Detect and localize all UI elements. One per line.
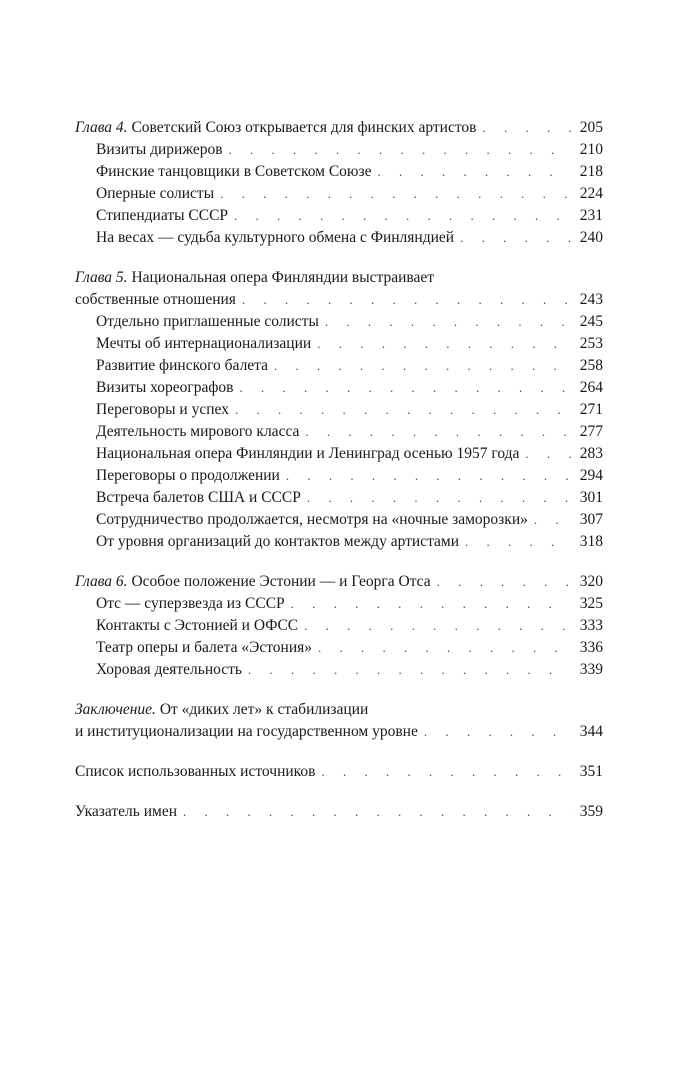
toc-entry[interactable] xyxy=(75,615,603,637)
dot-leader xyxy=(525,443,571,465)
dot-leader xyxy=(325,311,571,333)
page-number: 253 xyxy=(579,335,603,352)
page-number: 240 xyxy=(579,229,603,246)
dot-leader xyxy=(234,205,571,227)
index xyxy=(75,801,603,823)
page-number: 344 xyxy=(579,723,603,740)
dot-leader xyxy=(248,659,571,681)
entry-title: Театр оперы и балета «Эстония» xyxy=(96,639,313,656)
conclusion xyxy=(75,699,603,743)
dot-leader xyxy=(424,721,571,743)
toc-entry[interactable] xyxy=(75,205,603,227)
entry-title: Мечты об интернационализации xyxy=(96,335,312,352)
page-number: 320 xyxy=(579,573,603,590)
page-number: 277 xyxy=(579,423,603,440)
entry-title: Визиты хореографов xyxy=(96,379,234,396)
dot-leader xyxy=(235,399,571,421)
page-number: 283 xyxy=(579,445,603,462)
entry-title: Деятельность мирового класса xyxy=(96,423,300,440)
chapter-4 xyxy=(75,117,603,249)
toc-entry[interactable] xyxy=(75,161,603,183)
toc-entry[interactable] xyxy=(75,443,603,465)
toc-entry[interactable] xyxy=(75,531,603,553)
conclusion-heading-line1[interactable] xyxy=(75,699,603,721)
dot-leader xyxy=(286,465,571,487)
sources xyxy=(75,761,603,783)
dot-leader xyxy=(274,355,571,377)
index-entry[interactable] xyxy=(75,801,603,823)
dot-leader xyxy=(318,637,571,659)
dot-leader xyxy=(307,487,571,509)
page-number: 333 xyxy=(579,617,603,634)
index-title: Указатель имен xyxy=(75,803,177,820)
entry-title: Визиты дирижеров xyxy=(96,141,223,158)
page-number: 245 xyxy=(579,313,603,330)
page-number: 258 xyxy=(579,357,603,374)
dot-leader xyxy=(229,139,571,161)
toc-entry[interactable] xyxy=(75,465,603,487)
dot-leader xyxy=(304,615,571,637)
conclusion-title-line2: и институционализации на государственном уровне xyxy=(75,723,418,740)
toc-entry[interactable] xyxy=(75,227,603,249)
dot-leader xyxy=(321,761,571,783)
entry-title: Отдельно приглашенные солисты xyxy=(96,313,319,330)
page-number: 351 xyxy=(579,763,603,780)
chapter-5 xyxy=(75,267,603,553)
dot-leader xyxy=(437,571,571,593)
entry-title: Финские танцовщики в Советском Союзе xyxy=(96,163,372,180)
toc-entry[interactable] xyxy=(75,509,603,531)
page-number: 205 xyxy=(579,119,603,136)
dot-leader xyxy=(291,593,571,615)
toc-entry[interactable] xyxy=(75,399,603,421)
page-number: 243 xyxy=(579,291,603,308)
page-number: 271 xyxy=(579,401,603,418)
entry-title: Контакты с Эстонией и ОФСС xyxy=(96,617,299,634)
chapter-title: Советский Союз открывается для финских артистов xyxy=(131,119,477,136)
toc-entry[interactable] xyxy=(75,659,603,681)
page-number: 224 xyxy=(579,185,603,202)
entry-title: Сотрудничество продолжается, несмотря на «ночные заморозки» xyxy=(96,511,528,528)
page-number: 325 xyxy=(579,595,603,612)
dot-leader xyxy=(220,183,571,205)
page-number: 307 xyxy=(579,511,603,528)
toc-entry[interactable] xyxy=(75,421,603,443)
entry-title: Хоровая деятельность xyxy=(96,661,242,678)
chapter-title-line1: Национальная опера Финляндии выстраивает xyxy=(131,269,435,286)
dot-leader xyxy=(465,531,571,553)
entry-title: Национальная опера Финляндии и Ленинград осенью 1957 года xyxy=(96,445,520,462)
entry-title: Отс — суперзвезда из СССР xyxy=(96,595,285,612)
toc-entry[interactable] xyxy=(75,333,603,355)
toc-entry[interactable] xyxy=(75,593,603,615)
toc-entry[interactable] xyxy=(75,487,603,509)
page-number: 359 xyxy=(579,803,603,820)
dot-leader xyxy=(317,333,571,355)
chapter-label: Глава 4. xyxy=(75,119,128,136)
toc-entry[interactable] xyxy=(75,311,603,333)
chapter-title-line2: собственные отношения xyxy=(75,291,236,308)
table-of-contents xyxy=(75,117,603,841)
entry-title: Оперные солисты xyxy=(96,185,215,202)
dot-leader xyxy=(240,377,571,399)
chapter-label: Глава 5. xyxy=(75,269,128,286)
chapter-4-heading[interactable] xyxy=(75,117,603,139)
page-number: 264 xyxy=(579,379,603,396)
dot-leader xyxy=(242,289,571,311)
chapter-5-heading-line2[interactable] xyxy=(75,289,603,311)
conclusion-label: Заключение. xyxy=(75,701,156,718)
sources-entry[interactable] xyxy=(75,761,603,783)
chapter-title: Особое положение Эстонии — и Георга Отса xyxy=(131,573,431,590)
entry-title: Переговоры о продолжении xyxy=(96,467,280,484)
page-number: 339 xyxy=(579,661,603,678)
dot-leader xyxy=(378,161,571,183)
toc-entry[interactable] xyxy=(75,637,603,659)
chapter-5-heading-line1[interactable] xyxy=(75,267,603,289)
dot-leader xyxy=(482,117,571,139)
page-number: 231 xyxy=(579,207,603,224)
dot-leader xyxy=(460,227,571,249)
page-number: 210 xyxy=(579,141,603,158)
dot-leader xyxy=(534,509,571,531)
toc-entry[interactable] xyxy=(75,183,603,205)
page-number: 336 xyxy=(579,639,603,656)
page-number: 294 xyxy=(579,467,603,484)
chapter-label: Глава 6. xyxy=(75,573,128,590)
toc-entry[interactable] xyxy=(75,355,603,377)
conclusion-title-line1: От «диких лет» к стабилизации xyxy=(159,701,369,718)
entry-title: Стипендиаты СССР xyxy=(96,207,229,224)
conclusion-heading-line2[interactable] xyxy=(75,721,603,743)
dot-leader xyxy=(183,801,571,823)
chapter-6-heading[interactable] xyxy=(75,571,603,593)
page-number: 318 xyxy=(579,533,603,550)
sources-title: Список использованных источников xyxy=(75,763,316,780)
toc-entry[interactable] xyxy=(75,377,603,399)
entry-title: На весах — судьба культурного обмена с Финляндией xyxy=(96,229,455,246)
entry-title: Переговоры и успех xyxy=(96,401,229,418)
toc-entry[interactable] xyxy=(75,139,603,161)
dot-leader xyxy=(305,421,571,443)
page-number: 218 xyxy=(579,163,603,180)
entry-title: От уровня организаций до контактов между артистами xyxy=(96,533,460,550)
page-number: 301 xyxy=(579,489,603,506)
chapter-6 xyxy=(75,571,603,681)
entry-title: Встреча балетов США и СССР xyxy=(96,489,301,506)
entry-title: Развитие финского балета xyxy=(96,357,269,374)
